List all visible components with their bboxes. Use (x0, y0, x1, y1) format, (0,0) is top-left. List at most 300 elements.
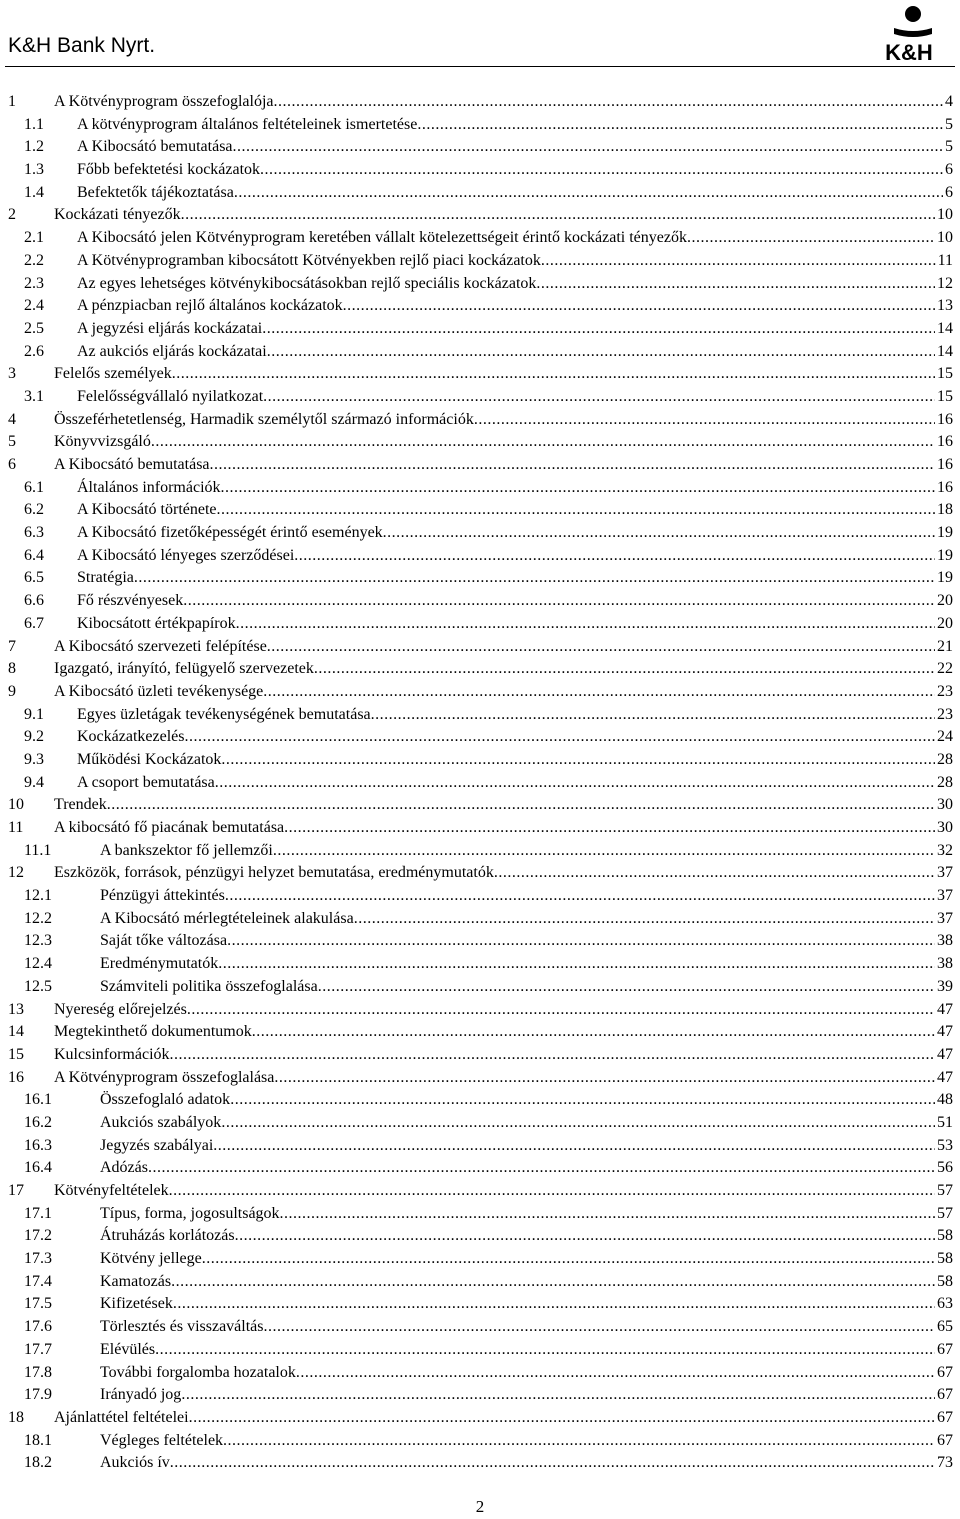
toc-entry[interactable] (8, 273, 953, 296)
toc-entry[interactable] (8, 1339, 953, 1362)
toc-entry[interactable] (8, 182, 953, 205)
toc-entry-number: 6 (8, 456, 16, 473)
toc-entry-page: 67 (937, 1431, 953, 1449)
toc-entry[interactable] (8, 477, 953, 500)
toc-entry[interactable] (8, 1203, 953, 1226)
toc-entry[interactable] (8, 1089, 953, 1112)
toc-entry-title: A Kibocsátó mérlegtételeinek alakulása (100, 908, 354, 931)
logo-lettering: K&H (885, 40, 933, 62)
toc-dot-leader (235, 1225, 935, 1248)
toc-entry[interactable] (8, 295, 953, 318)
toc-entry-page: 30 (937, 796, 953, 814)
toc-entry-title: Kibocsátott értékpapírok (77, 613, 236, 636)
toc-dot-leader (294, 545, 935, 568)
toc-dot-leader (343, 295, 935, 318)
toc-entry-title: Az aukciós eljárás kockázatai (77, 341, 267, 364)
toc-entry-title: Eredménymutatók (100, 953, 218, 976)
toc-entry-title: Stratégia (77, 567, 134, 590)
toc-dot-leader (536, 273, 935, 296)
toc-entry-page: 67 (937, 1363, 953, 1381)
toc-entry[interactable] (8, 567, 953, 590)
toc-entry-title: A jegyzési eljárás kockázatai (77, 318, 262, 341)
toc-entry-title: Elévülés (100, 1339, 155, 1362)
toc-entry[interactable] (8, 1407, 953, 1430)
toc-entry-title: Működési Kockázatok (77, 749, 221, 772)
toc-entry-number: 3 (8, 365, 16, 383)
toc-entry-number: 17.3 (24, 1250, 52, 1268)
toc-entry-title: Kockázatkezelés (77, 726, 184, 749)
toc-entry-title: Kamatozás (100, 1271, 171, 1294)
toc-entry-number: 16.2 (24, 1113, 52, 1131)
toc-dot-leader (354, 908, 935, 931)
toc-entry-number: 14 (8, 1023, 24, 1041)
toc-entry-number: 1.2 (24, 138, 44, 156)
toc-entry-title: A Kibocsátó szervezeti felépítése (54, 636, 267, 659)
toc-entry-title: A Kötvényprogram összefoglalása (54, 1067, 274, 1090)
toc-entry-page: 16 (937, 433, 953, 451)
toc-entry-page: 23 (937, 705, 953, 723)
toc-entry-number: 12.4 (24, 955, 52, 973)
toc-entry[interactable] (8, 250, 953, 273)
toc-entry-page: 67 (937, 1408, 953, 1426)
toc-entry[interactable] (8, 1225, 953, 1248)
toc-entry-page: 67 (937, 1340, 953, 1358)
toc-entry-number: 12.3 (24, 932, 52, 950)
toc-dot-leader (217, 499, 935, 522)
toc-dot-leader (181, 204, 935, 227)
toc-entry-page: 16 (937, 410, 953, 428)
toc-entry[interactable] (8, 840, 953, 863)
toc-dot-leader (215, 772, 935, 795)
toc-entry-number: 2.3 (24, 274, 44, 292)
toc-entry-title: Főbb befektetési kockázatok (77, 159, 260, 182)
toc-entry[interactable] (8, 91, 953, 114)
toc-entry-title: Végleges feltételek (100, 1430, 223, 1453)
toc-entry[interactable] (8, 1271, 953, 1294)
toc-entry-page: 6 (945, 161, 953, 179)
toc-entry-number: 9.2 (24, 728, 44, 746)
toc-entry-page: 58 (937, 1272, 953, 1290)
toc-entry[interactable] (8, 1362, 953, 1385)
toc-entry-title: A Kibocsátó üzleti tevékenysége (54, 681, 263, 704)
toc-entry-page: 39 (937, 977, 953, 995)
toc-entry[interactable] (8, 1112, 953, 1135)
toc-entry[interactable] (8, 1044, 953, 1067)
toc-dot-leader (181, 1384, 935, 1407)
toc-entry-page: 67 (937, 1386, 953, 1404)
toc-entry-page: 28 (937, 750, 953, 768)
toc-entry[interactable] (8, 1384, 953, 1407)
toc-entry-page: 16 (937, 456, 953, 473)
toc-entry-number: 16.4 (24, 1159, 52, 1177)
toc-entry-page: 47 (937, 1045, 953, 1063)
toc-entry[interactable] (8, 862, 953, 885)
company-name: K&H Bank Nyrt. (8, 34, 156, 57)
toc-entry[interactable] (8, 1248, 953, 1271)
toc-entry-title: Összefoglaló adatok (100, 1089, 230, 1112)
toc-dot-leader (170, 1044, 935, 1067)
toc-entry-title: Jegyzés szabályai (100, 1135, 213, 1158)
toc-entry-number: 2.5 (24, 319, 44, 337)
toc-entry[interactable] (8, 704, 953, 727)
toc-entry[interactable] (8, 658, 953, 681)
toc-entry[interactable] (8, 885, 953, 908)
toc-entry-number: 2.4 (24, 297, 44, 315)
toc-entry-page: 37 (937, 887, 953, 905)
toc-dot-leader (260, 159, 943, 182)
toc-entry-number: 17.6 (24, 1318, 52, 1336)
toc-entry[interactable] (8, 976, 953, 999)
toc-entry-page: 47 (937, 1000, 953, 1018)
toc-dot-leader (189, 1407, 935, 1430)
toc-dot-leader (284, 817, 935, 840)
toc-entry[interactable] (8, 681, 953, 704)
toc-dot-leader (218, 953, 935, 976)
toc-entry-title: A csoport bemutatása (77, 772, 215, 795)
toc-entry-title: Aukciós szabályok (100, 1112, 221, 1135)
toc-entry-title: A Kötvényprogram összefoglalója (54, 91, 274, 114)
toc-entry-number: 16.1 (24, 1091, 52, 1109)
toc-entry[interactable] (8, 817, 953, 840)
toc-entry-number: 7 (8, 637, 16, 655)
toc-dot-leader (213, 1135, 935, 1158)
toc-entry-title: Irányadó jog (100, 1384, 181, 1407)
toc-entry[interactable] (8, 953, 953, 976)
toc-entry-page: 47 (937, 1023, 953, 1041)
toc-entry[interactable] (8, 1021, 953, 1044)
toc-entry[interactable] (8, 522, 953, 545)
toc-dot-leader (474, 409, 935, 432)
toc-entry-page: 38 (937, 955, 953, 973)
toc-entry[interactable] (8, 590, 953, 613)
toc-entry-number: 6.1 (24, 478, 44, 496)
toc-dot-leader (172, 363, 935, 386)
toc-entry-page: 65 (937, 1318, 953, 1336)
toc-entry-page: 20 (937, 614, 953, 632)
toc-entry-page: 15 (937, 387, 953, 405)
toc-entry[interactable] (8, 726, 953, 749)
toc-entry[interactable] (8, 204, 953, 227)
toc-entry[interactable] (8, 1067, 953, 1090)
toc-dot-leader (541, 250, 936, 273)
toc-entry-number: 6.6 (24, 592, 44, 610)
toc-dot-leader (383, 522, 935, 545)
toc-entry[interactable] (8, 999, 953, 1022)
toc-dot-leader (151, 431, 935, 454)
toc-dot-leader (236, 613, 935, 636)
toc-entry-page: 16 (937, 478, 953, 496)
toc-entry-page: 18 (937, 501, 953, 519)
toc-entry-number: 18 (8, 1408, 24, 1426)
toc-entry-page: 5 (945, 138, 953, 156)
toc-entry-page: 11 (937, 251, 953, 269)
toc-entry-title: Átruházás korlátozás (100, 1225, 235, 1248)
toc-entry-number: 9.4 (24, 773, 44, 791)
toc-dot-leader (274, 91, 944, 114)
toc-entry-page: 57 (937, 1182, 953, 1199)
toc-entry-title: Az egyes lehetséges kötvénykibocsátásokban rejlő speciális kockázatok (77, 273, 536, 296)
toc-entry-number: 17.2 (24, 1227, 52, 1245)
toc-entry-page: 32 (937, 841, 953, 859)
toc-dot-leader (417, 114, 943, 137)
toc-entry-number: 12.5 (24, 977, 52, 995)
toc-entry-page: 14 (937, 319, 953, 337)
toc-entry-number: 5 (8, 433, 16, 451)
toc-entry-number: 17.5 (24, 1295, 52, 1313)
toc-dot-leader (171, 1271, 935, 1294)
toc-entry[interactable] (8, 613, 953, 636)
toc-entry-page: 58 (937, 1250, 953, 1268)
toc-dot-leader (225, 885, 935, 908)
toc-entry-page: 58 (937, 1227, 953, 1245)
toc-entry-page: 48 (937, 1091, 953, 1109)
toc-entry-page: 5 (945, 115, 953, 133)
toc-entry-number: 9.3 (24, 750, 44, 768)
toc-entry[interactable] (8, 318, 953, 341)
toc-dot-leader (314, 658, 935, 681)
toc-entry-number: 13 (8, 1000, 24, 1018)
toc-entry-title: Összeférhetetlenség, Harmadik személytől származó információk (54, 409, 474, 432)
toc-entry-page: 10 (937, 206, 953, 224)
toc-entry-number: 3.1 (24, 387, 44, 405)
toc-dot-leader (296, 1362, 935, 1385)
toc-entry[interactable] (8, 159, 953, 182)
toc-entry-title: A Kibocsátó bemutatása (54, 454, 210, 477)
toc-dot-leader (227, 930, 935, 953)
toc-entry-page: 22 (937, 660, 953, 678)
toc-dot-leader (221, 1112, 935, 1135)
toc-entry[interactable] (8, 499, 953, 522)
toc-entry-page: 53 (937, 1136, 953, 1154)
toc-entry-title: A pénzpiacban rejlő általános kockázatok (77, 295, 343, 318)
toc-dot-leader (221, 749, 935, 772)
kh-logo-icon (872, 4, 946, 62)
toc-entry-number: 1.3 (24, 161, 44, 179)
toc-entry-number: 2.2 (24, 251, 44, 269)
toc-entry-title: Pénzügyi áttekintés (100, 885, 225, 908)
toc-dot-leader (371, 704, 935, 727)
toc-entry-title: Kifizetések (100, 1293, 173, 1316)
toc-entry[interactable] (8, 136, 953, 159)
toc-dot-leader (263, 681, 935, 704)
toc-entry[interactable] (8, 1452, 953, 1475)
toc-entry[interactable] (8, 227, 953, 250)
toc-entry-number: 15 (8, 1045, 24, 1063)
page-number: 2 (475, 1497, 485, 1516)
toc-entry-number: 6.2 (24, 501, 44, 519)
toc-entry-title: Eszközök, források, pénzügyi helyzet bemutatása, eredménymutatók (54, 862, 494, 885)
toc-entry-number: 18.1 (24, 1431, 52, 1449)
toc-dot-leader (155, 1339, 935, 1362)
toc-entry-title: Felelősségvállaló nyilatkozat (77, 386, 263, 409)
toc-entry-number: 6.3 (24, 524, 44, 542)
toc-entry-title: Kockázati tényezők (54, 204, 181, 227)
toc-entry-number: 17.1 (24, 1204, 52, 1222)
toc-dot-leader (173, 1293, 935, 1316)
toc-entry-number: 6.5 (24, 569, 44, 587)
toc-entry-number: 1.4 (24, 183, 44, 201)
toc-entry[interactable] (8, 454, 953, 477)
toc-entry-page: 56 (937, 1159, 953, 1177)
toc-dot-leader (264, 1316, 936, 1339)
toc-entry-title: Könyvvizsgáló (54, 431, 151, 454)
toc-entry-page: 63 (937, 1295, 953, 1313)
toc-entry-number: 1 (8, 93, 16, 110)
toc-dot-leader (280, 1203, 935, 1226)
toc-entry-number: 9.1 (24, 705, 44, 723)
toc-entry[interactable] (8, 341, 953, 364)
toc-entry-title: Törlesztés és visszaváltás (100, 1316, 264, 1339)
toc-entry-title: A Kibocsátó jelen Kötvényprogram keretében vállalt kötelezettségeit érintő kockázati tényezők (77, 227, 687, 250)
toc-entry-page: 21 (937, 637, 953, 655)
toc-dot-leader (210, 454, 935, 477)
toc-dot-leader (183, 590, 935, 613)
toc-entry-title: A Kibocsátó története (77, 499, 217, 522)
toc-entry-number: 8 (8, 660, 16, 678)
toc-entry-title: A Kötvényprogramban kibocsátott Kötvényekben rejlő piaci kockázatok (77, 250, 541, 273)
toc-entry[interactable] (8, 1316, 953, 1339)
toc-entry[interactable] (8, 1180, 953, 1203)
toc-entry-title: A bankszektor fő jellemzői (100, 840, 273, 863)
toc-entry-number: 12.1 (24, 887, 52, 905)
toc-entry[interactable] (8, 908, 953, 931)
toc-entry-page: 20 (937, 592, 953, 610)
toc-entry-title: Felelős személyek (54, 363, 172, 386)
toc-entry-number: 17 (8, 1182, 24, 1199)
toc-entry[interactable] (8, 636, 953, 659)
toc-entry-title: Adózás (100, 1157, 148, 1180)
toc-dot-leader (184, 726, 935, 749)
toc-dot-leader (494, 862, 935, 885)
toc-entry-title: A kibocsátó fő piacának bemutatása (54, 817, 284, 840)
toc-entry-title: Megtekinthető dokumentumok (54, 1021, 252, 1044)
toc-entry-title: Általános információk (77, 477, 221, 500)
toc-entry-title: A Kibocsátó bemutatása (77, 136, 233, 159)
toc-dot-leader (318, 976, 935, 999)
toc-entry[interactable] (8, 545, 953, 568)
toc-entry-number: 16.3 (24, 1136, 52, 1154)
toc-entry-number: 11.1 (24, 841, 52, 859)
toc-entry[interactable] (8, 749, 953, 772)
toc-entry-page: 24 (937, 728, 953, 746)
toc-entry-title: A kötvényprogram általános feltételeinek ismertetése (77, 114, 417, 137)
toc-entry-number: 17.7 (24, 1340, 52, 1358)
toc-dot-leader (169, 1180, 935, 1203)
toc-entry-page: 23 (937, 682, 953, 700)
toc-entry[interactable] (8, 1157, 953, 1180)
toc-entry-page: 15 (937, 365, 953, 383)
toc-dot-leader (252, 1021, 935, 1044)
toc-entry-number: 17.4 (24, 1272, 52, 1290)
toc-entry-page: 57 (937, 1204, 953, 1222)
toc-entry[interactable] (8, 1135, 953, 1158)
toc-entry-page: 37 (937, 909, 953, 927)
toc-dot-leader (107, 794, 935, 817)
toc-dot-leader (223, 1430, 935, 1453)
toc-entry-page: 38 (937, 932, 953, 950)
toc-entry-title: Igazgató, irányító, felügyelő szervezetek (54, 658, 314, 681)
toc-entry[interactable] (8, 114, 953, 137)
toc-dot-leader (234, 182, 943, 205)
toc-entry-page: 19 (937, 546, 953, 564)
toc-entry-title: A Kibocsátó fizetőképességét érintő események (77, 522, 383, 545)
toc-entry-number: 18.2 (24, 1454, 52, 1472)
toc-entry-number: 4 (8, 410, 16, 428)
toc-entry[interactable] (8, 409, 953, 432)
toc-entry[interactable] (8, 1430, 953, 1453)
toc-entry-title: Ajánlattétel feltételei (54, 1407, 189, 1430)
toc-dot-leader (187, 999, 935, 1022)
toc-entry[interactable] (8, 930, 953, 953)
toc-entry[interactable] (8, 772, 953, 795)
toc-entry[interactable] (8, 386, 953, 409)
toc-entry-number: 17.9 (24, 1386, 52, 1404)
toc-entry-title: Saját tőke változása (100, 930, 227, 953)
toc-entry-title: Aukciós ív (100, 1452, 170, 1475)
toc-entry-title: A Kibocsátó lényeges szerződései (77, 545, 294, 568)
toc-entry-page: 4 (945, 93, 953, 110)
table-of-contents (8, 91, 953, 1475)
toc-entry-title: Nyereség előrejelzés (54, 999, 187, 1022)
toc-dot-leader (263, 386, 935, 409)
toc-entry-number: 2.1 (24, 229, 44, 247)
toc-dot-leader (170, 1452, 935, 1475)
toc-entry[interactable] (8, 1293, 953, 1316)
toc-dot-leader (687, 227, 935, 250)
toc-entry-page: 19 (937, 524, 953, 542)
toc-entry-title: Kulcsinformációk (54, 1044, 170, 1067)
toc-entry-title: Egyes üzletágak tevékenységének bemutatása (77, 704, 371, 727)
toc-entry-title: További forgalomba hozatalok (100, 1362, 296, 1385)
toc-entry-number: 9 (8, 682, 16, 700)
toc-dot-leader (233, 136, 943, 159)
toc-entry[interactable] (8, 794, 953, 817)
header-rule (5, 66, 955, 67)
toc-entry-number: 10 (8, 796, 24, 814)
toc-entry-title: Számviteli politika összefoglalása (100, 976, 318, 999)
toc-entry-number: 11 (8, 819, 24, 836)
toc-entry-page: 19 (937, 569, 953, 587)
toc-entry-number: 12.2 (24, 909, 52, 927)
toc-entry-number: 16 (8, 1068, 24, 1086)
toc-entry-title: Kötvény jellege (100, 1248, 202, 1271)
toc-entry-title: Trendek (54, 794, 107, 817)
toc-dot-leader (267, 341, 935, 364)
toc-entry[interactable] (8, 363, 953, 386)
toc-dot-leader (221, 477, 935, 500)
toc-entry-number: 2.6 (24, 342, 44, 360)
toc-entry[interactable] (8, 431, 953, 454)
toc-dot-leader (202, 1248, 935, 1271)
toc-dot-leader (148, 1157, 935, 1180)
toc-entry-title: Típus, forma, jogosultságok (100, 1203, 280, 1226)
toc-entry-number: 17.8 (24, 1363, 52, 1381)
toc-entry-title: Befektetők tájékoztatása (77, 182, 234, 205)
toc-entry-title: Kötvényfeltételek (54, 1180, 169, 1203)
toc-entry-page: 13 (937, 297, 953, 315)
toc-entry-page: 51 (937, 1113, 953, 1131)
toc-entry-page: 10 (937, 229, 953, 247)
toc-dot-leader (274, 1067, 935, 1090)
toc-entry-page: 37 (937, 864, 953, 882)
toc-entry-number: 12 (8, 864, 24, 882)
page-header (0, 0, 960, 70)
toc-entry-page: 14 (937, 342, 953, 360)
toc-dot-leader (230, 1089, 935, 1112)
toc-entry-page: 30 (937, 819, 953, 836)
toc-dot-leader (267, 636, 935, 659)
toc-dot-leader (262, 318, 935, 341)
